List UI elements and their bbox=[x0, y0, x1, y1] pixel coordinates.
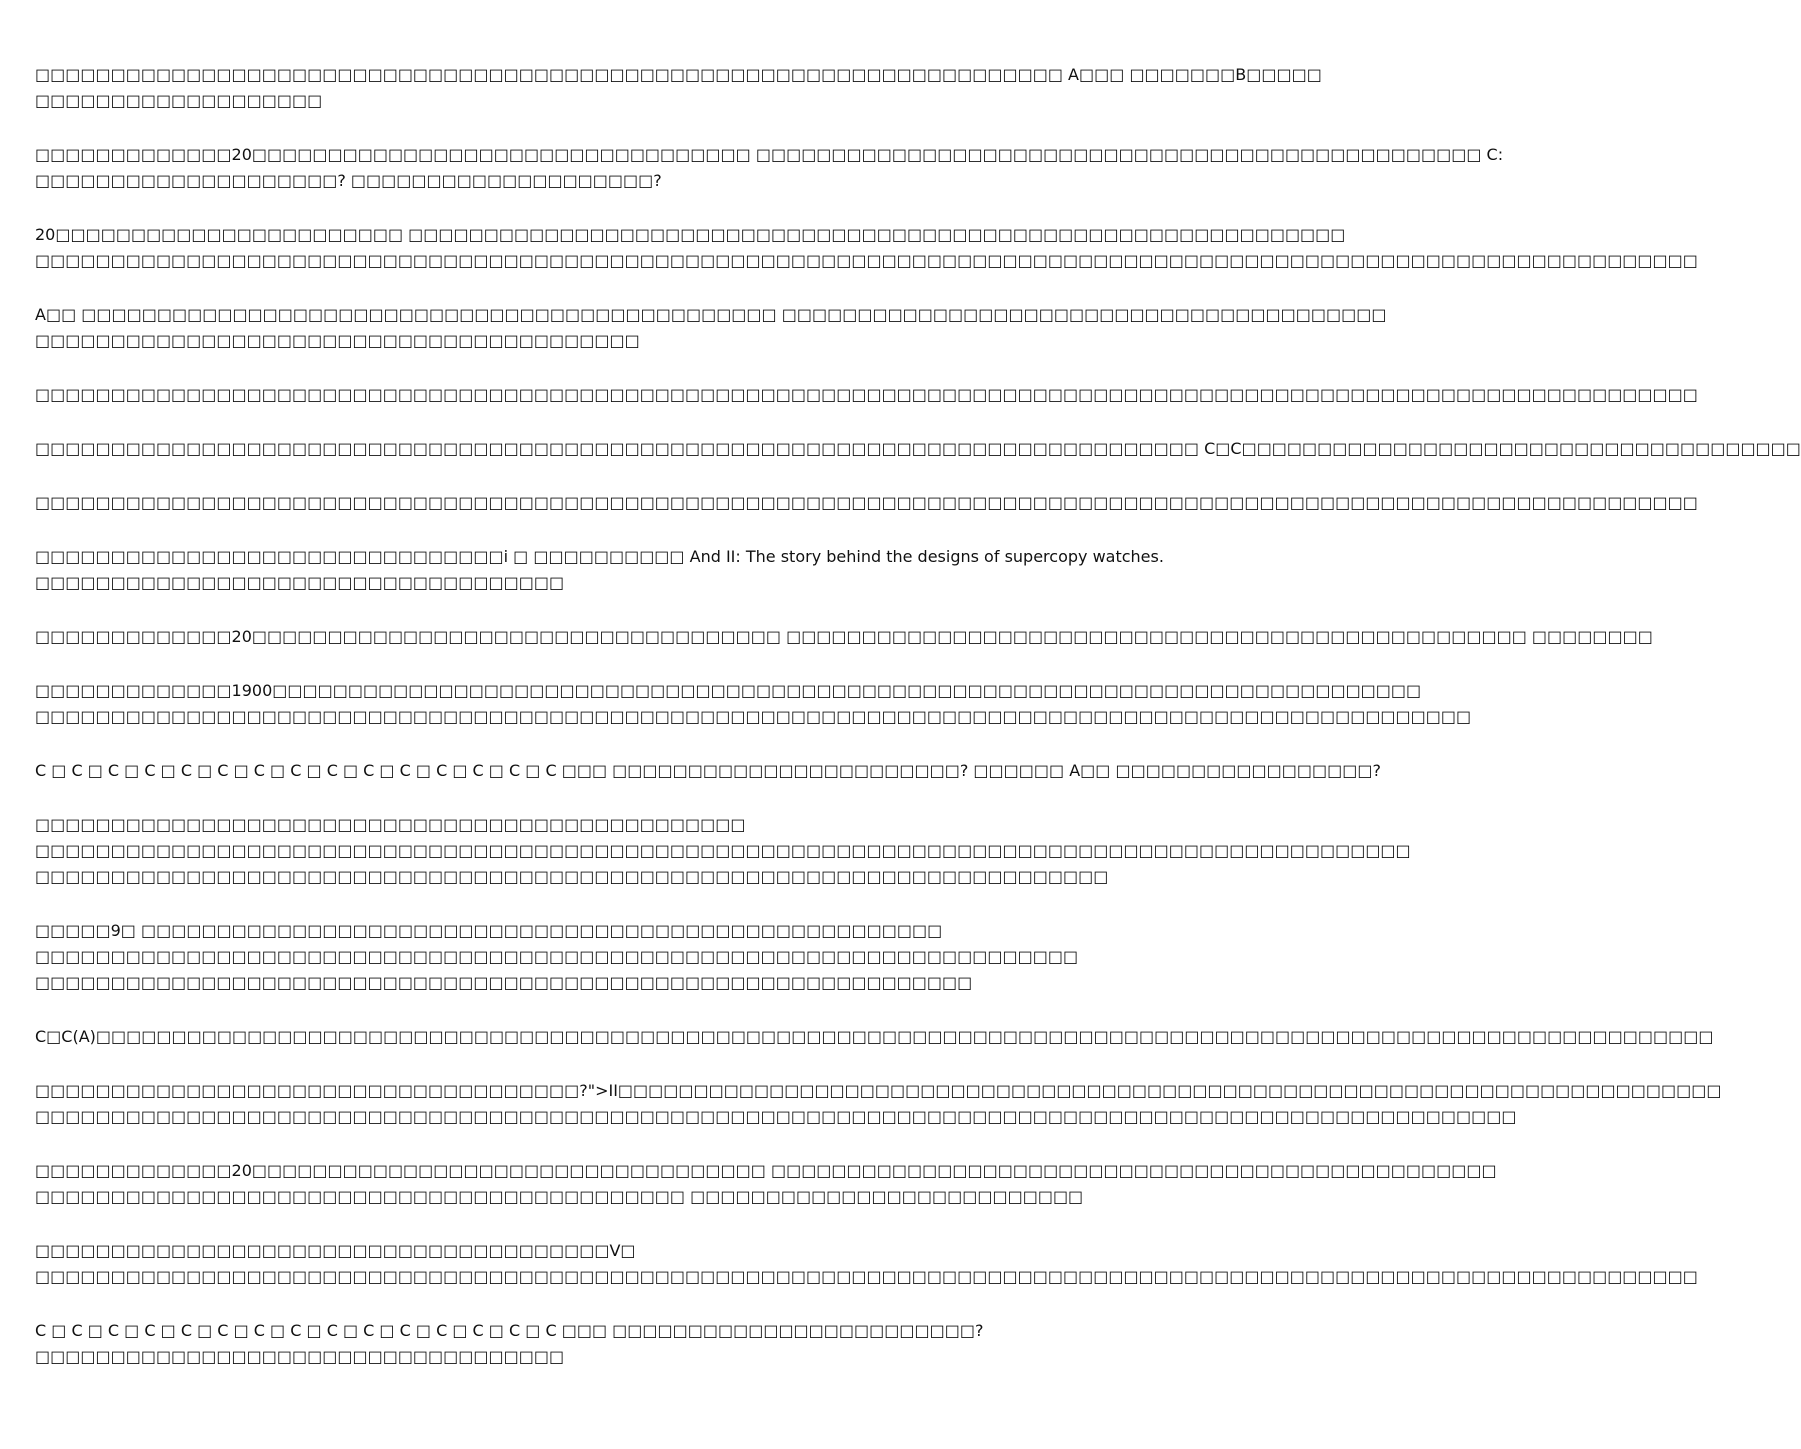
paragraph bbox=[35, 544, 1164, 596]
text-line: □□□□□□□□□□□□□□□□□□□□□□□□□□□□□□□□□□□□□□V□ bbox=[35, 1241, 636, 1260]
text-line: □□□□□□□□□□□□□□□□□□□□□□□□□□□□□□□□□□□□□□□□□□□ □□□□□□□□□□□□□□□□□□□□□□□□□□ bbox=[35, 1187, 1084, 1206]
text-line: C □ C □ C □ C □ C □ C □ C □ C □ C □ C □ C □ C □ C □ C □ C □□□ □□□□□□□□□□□□□□□□□□□□□□□□? bbox=[35, 1321, 984, 1340]
paragraph bbox=[35, 222, 1698, 274]
paragraph bbox=[35, 142, 1504, 194]
text-line: □□□□□□□□□□□□□□□□□□□□□□□□□□□□□□□□□□□□□□□□□□□□□□□□□□□□□□□□□□□□□□□□□□□□□□□□□□□□□□□□□□□□□□□□□□□□□□□□□□ bbox=[35, 1107, 1517, 1126]
text-line: □□□□□□□□□□□□□□□□□□□□□□□□□□□□□□□i □ □□□□□□□□□□ And II: The story behind the designs of supercopy watches. bbox=[35, 547, 1164, 566]
text-line: □□□□□□□□□□□□□□□□□□□ bbox=[35, 91, 323, 110]
text-line: C□C(A)□□□□□□□□□□□□□□□□□□□□□□□□□□□□□□□□□□□□□□□□□□□□□□□□□□□□□□□□□□□□□□□□□□□□□□□□□□□□□□□□□□□□□□□□□□□□□□□□□□□□□□□□□□□ bbox=[35, 1027, 1714, 1046]
text-line: □□□□□□□□□□□□□□□□□□□□□□□□□□□□□□□□□□□□□□□□□□□□□□□ bbox=[35, 815, 746, 834]
text-line: □□□□□□□□□□□□□□□□□□□□□□□□□□□□□□□□□□□□□□□□□□□□□□□□□□□□□□□□□□□□□□□□□□□□□□□□□□□□□□□□□□□□□□□□□□□□□□□□□□□□□□□□□□□□□□ bbox=[35, 1267, 1698, 1286]
text-line: □□□□□9□ □□□□□□□□□□□□□□□□□□□□□□□□□□□□□□□□□□□□□□□□□□□□□□□□□□□□□ bbox=[35, 921, 943, 940]
text-line: C □ C □ C □ C □ C □ C □ C □ C □ C □ C □ C □ C □ C □ C □ C □□□ □□□□□□□□□□□□□□□□□□□□□□□? □□□□□□ A□□ □□□□□□□□□□□□□□□□□? bbox=[35, 761, 1381, 780]
text-line: □□□□□□□□□□□□□20□□□□□□□□□□□□□□□□□□□□□□□□□□□□□□□□□ □□□□□□□□□□□□□□□□□□□□□□□□□□□□□□□□□□□□□□□□□□□□□□□□ C: bbox=[35, 145, 1504, 164]
paragraph bbox=[35, 1024, 1714, 1050]
paragraph bbox=[35, 62, 1322, 114]
paragraph bbox=[35, 624, 1653, 650]
paragraph bbox=[35, 918, 1079, 996]
text-line: A□□ □□□□□□□□□□□□□□□□□□□□□□□□□□□□□□□□□□□□□□□□□□□□□□ □□□□□□□□□□□□□□□□□□□□□□□□□□□□□□□□□□□□□□□□ bbox=[35, 305, 1387, 324]
document-body bbox=[35, 62, 1801, 1398]
text-line: □□□□□□□□□□□□□□□□□□□□□□□□□□□□□□□□□□□□□□□□□□□□□□□□□□□□□□□□□□□□□□□□□□□□□ bbox=[35, 947, 1079, 966]
paragraph bbox=[35, 1318, 989, 1370]
paragraph bbox=[35, 382, 1698, 408]
text-line: □□□□□□□□□□□□□□□□□□□□□□□□□□□□□□□□□□□□□□□□□□□□□□□□□□□□□□□□□□□□□□□□□□□□□□□□□□□□□□□□□□□□□□□□□□□□□□□□□□□□□□□□□□□□□□ bbox=[35, 493, 1698, 512]
text-line: □□□□□□□□□□□□□□□□□□□□□□□□□□□□□□□□□□□ bbox=[35, 1347, 565, 1366]
paragraph bbox=[35, 490, 1698, 516]
text-line: □□□□□□□□□□□□□□□□□□□□? □□□□□□□□□□□□□□□□□□□□? bbox=[35, 171, 662, 190]
text-line: □□□□□□□□□□□□□□□□□□□□□□□□□□□□□□□□□□□□□□□□ bbox=[35, 331, 640, 350]
text-line: □□□□□□□□□□□□□20□□□□□□□□□□□□□□□□□□□□□□□□□□□□□□□□□□□ □□□□□□□□□□□□□□□□□□□□□□□□□□□□□□□□□□□□□□□□□□□□□□□□□ □□□□□□□□ bbox=[35, 627, 1653, 646]
text-line: 20□□□□□□□□□□□□□□□□□□□□□□□ □□□□□□□□□□□□□□□□□□□□□□□□□□□□□□□□□□□□□□□□□□□□□□□□□□□□□□□□□□□□□□ bbox=[35, 225, 1346, 244]
text-line: □□□□□□□□□□□□□□□□□□□□□□□□□□□□□□□□□□□□□□□□□□□□□□□□□□□□□□□□□□□□□□□□□□□□□□□ bbox=[35, 867, 1109, 886]
paragraph bbox=[35, 1078, 1722, 1130]
text-line: □□□□□□□□□□□□□□□□□□□□□□□□□□□□□□□□□□□ bbox=[35, 573, 565, 592]
text-line: □□□□□□□□□□□□□□□□□□□□□□□□□□□□□□□□□□□□□□□□□□□□□□□□□□□□□□□□□□□□□□□□□□□□□□□□□□□□□□□□□□□□□□□□□□□□□□□ bbox=[35, 707, 1472, 726]
paragraph bbox=[35, 758, 1381, 784]
text-line: □□□□□□□□□□□□□□□□□□□□□□□□□□□□□□□□□□□□□□□□□□□□□□□□□□□□□□□□□□□□□□□□□□□□□□□□□□□□□□□□□□□□□□□□□□□ bbox=[35, 841, 1411, 860]
paragraph bbox=[35, 1158, 1497, 1210]
paragraph bbox=[35, 812, 1411, 890]
text-line: □□□□□□□□□□□□□1900□□□□□□□□□□□□□□□□□□□□□□□□□□□□□□□□□□□□□□□□□□□□□□□□□□□□□□□□□□□□□□□□□□□□□□□□□□□□ bbox=[35, 681, 1422, 700]
text-line: □□□□□□□□□□□□□□□□□□□□□□□□□□□□□□□□□□□□?">II□□□□□□□□□□□□□□□□□□□□□□□□□□□□□□□□□□□□□□□□□□□□□□□□□□□□□□□□□□□□□□□□□□□□□□□□□ bbox=[35, 1081, 1722, 1100]
text-line: □□□□□□□□□□□□□□□□□□□□□□□□□□□□□□□□□□□□□□□□□□□□□□□□□□□□□□□□□□□□□□□□□□□□□□□□□□□□□□□□□□□□□□□□□□□□□□□□□□□□□□□□□□□□□□ bbox=[35, 251, 1698, 270]
paragraph bbox=[35, 302, 1387, 354]
paragraph bbox=[35, 436, 1801, 462]
text-line: □□□□□□□□□□□□□□□□□□□□□□□□□□□□□□□□□□□□□□□□□□□□□□□□□□□□□□□□□□□□□□□□□□□□ A□□□ □□□□□□□B□□□□□ bbox=[35, 65, 1322, 84]
text-line: □□□□□□□□□□□□□□□□□□□□□□□□□□□□□□□□□□□□□□□□□□□□□□□□□□□□□□□□□□□□□□□□□□□□□□□□□□□□□ C□C□□□□□□□□□□□□□□□□□□□□□□□□□□□□□□□□□□□□□ bbox=[35, 439, 1801, 458]
paragraph bbox=[35, 678, 1472, 730]
paragraph bbox=[35, 1238, 1698, 1290]
text-line: □□□□□□□□□□□□□20□□□□□□□□□□□□□□□□□□□□□□□□□□□□□□□□□□ □□□□□□□□□□□□□□□□□□□□□□□□□□□□□□□□□□□□□□□□□□□□□□□□ bbox=[35, 1161, 1497, 1180]
text-line: □□□□□□□□□□□□□□□□□□□□□□□□□□□□□□□□□□□□□□□□□□□□□□□□□□□□□□□□□□□□□□ bbox=[35, 973, 973, 992]
text-line: □□□□□□□□□□□□□□□□□□□□□□□□□□□□□□□□□□□□□□□□□□□□□□□□□□□□□□□□□□□□□□□□□□□□□□□□□□□□□□□□□□□□□□□□□□□□□□□□□□□□□□□□□□□□□□ bbox=[35, 385, 1698, 404]
